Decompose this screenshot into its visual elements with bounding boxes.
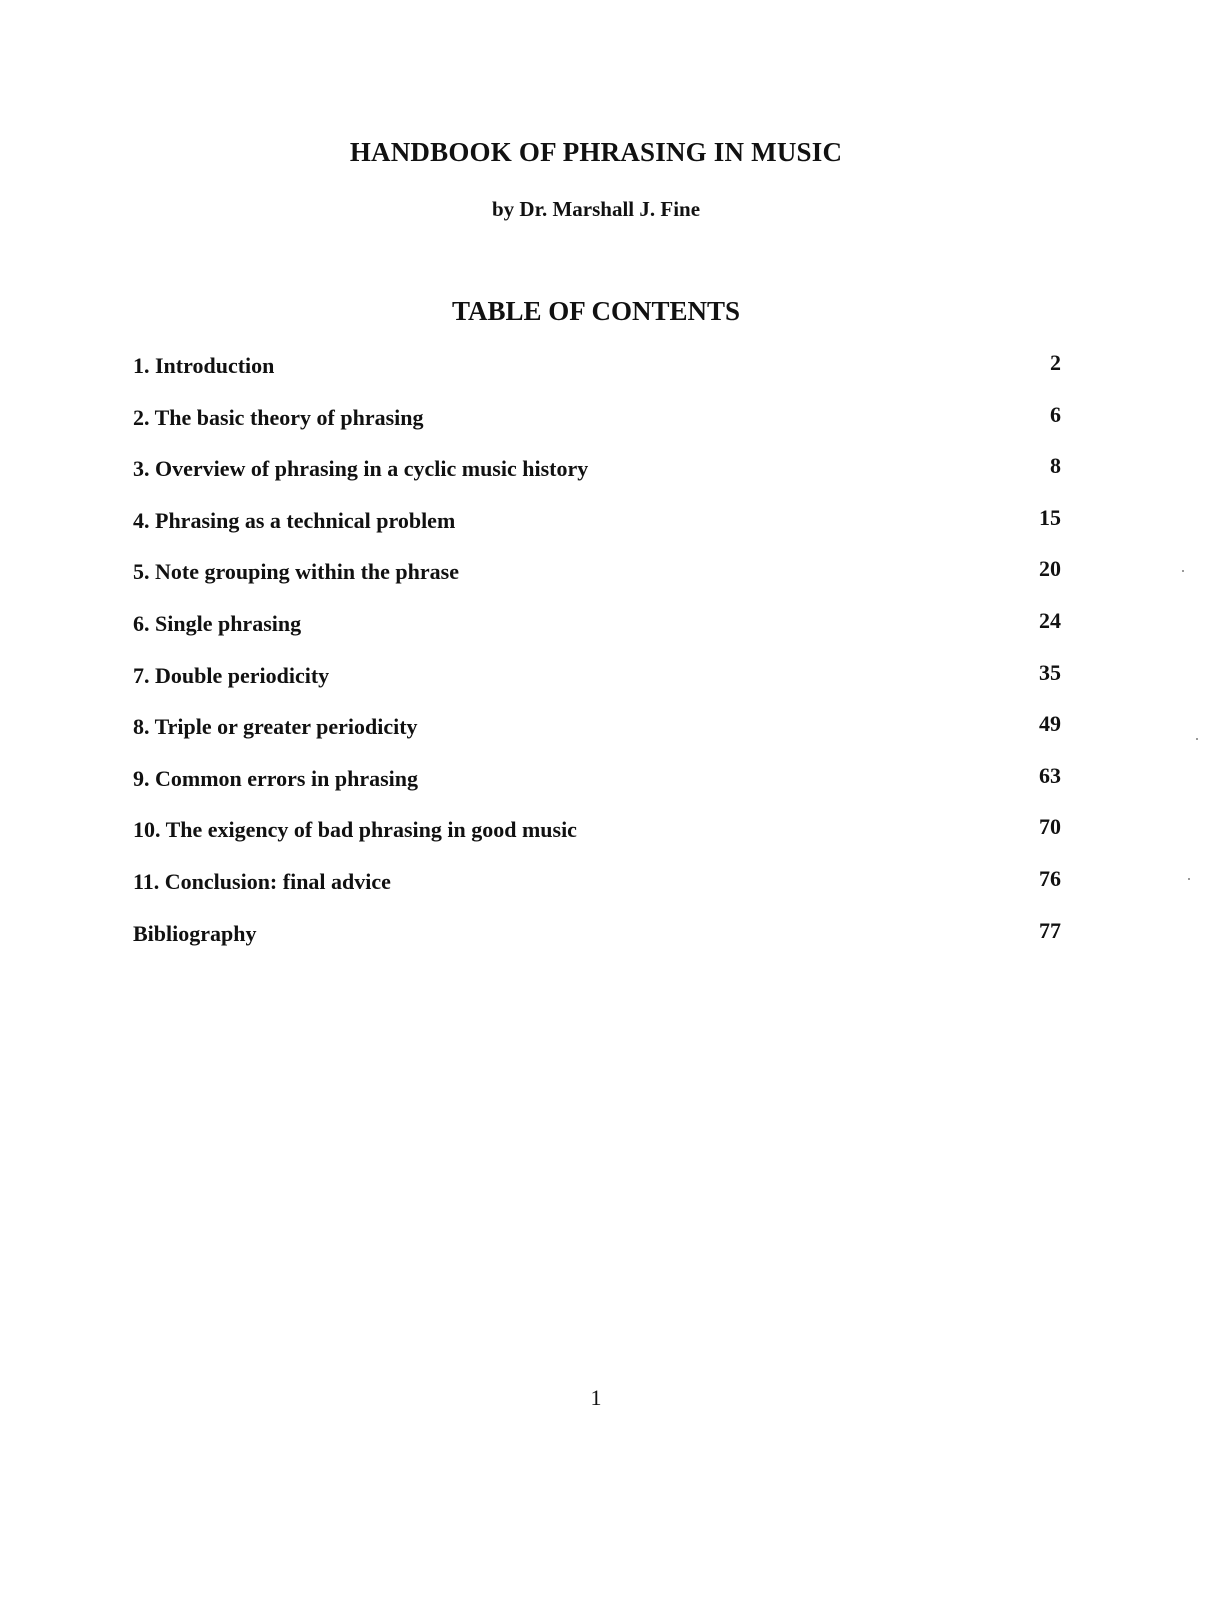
toc-entry-label: 1. Introduction [133,353,275,378]
toc-entry-bibliography [133,919,1063,971]
toc-entry-label: 9. Common errors in phrasing [133,765,418,791]
toc-entry-page: 15 [1039,504,1061,530]
toc-entry-page: 20 [1039,556,1061,582]
toc-entry-page: 77 [1039,917,1061,943]
toc-entry-page: 24 [1039,607,1061,633]
toc-entry-exigency [133,815,1063,867]
scan-speck [1182,570,1184,572]
toc-entry-page: 49 [1039,711,1061,737]
toc-entry-label: 3. Overview of phrasing in a cyclic music history [133,456,589,482]
page-number: 1 [590,1385,602,1410]
toc-entry-label: 8. Triple or greater periodicity [133,714,418,740]
toc-entry-label: 7. Double periodicity [133,662,330,688]
toc-entry-single-phrasing [133,609,1063,661]
toc-entry-overview [133,454,1063,506]
toc-entry-common-errors [133,764,1063,816]
toc-entry-label: 4. Phrasing as a technical problem [133,507,456,533]
toc-entry-page: 63 [1039,762,1061,788]
toc-entry-page: 2 [1050,350,1061,375]
toc-entry-label: 10. The exigency of bad phrasing in good music [133,817,577,843]
toc-entry-page: 6 [1050,401,1061,427]
toc-entry-technical-problem [133,506,1063,558]
toc-entry-label: Bibliography [133,920,257,946]
toc-entry-page: 8 [1050,453,1061,479]
toc-heading: TABLE OF CONTENTS [451,296,741,326]
toc-entry-double-periodicity [133,661,1063,713]
toc-entry-introduction [133,351,1063,403]
toc-entry-note-grouping [133,557,1063,609]
scan-speck [1196,738,1198,740]
toc-entry-label: 5. Note grouping within the phrase [133,559,459,585]
toc-entry-basic-theory [133,403,1063,455]
toc-entry-label: 2. The basic theory of phrasing [133,404,424,430]
toc-entry-triple-periodicity [133,712,1063,764]
author-line: by Dr. Marshall J. Fine [491,197,701,221]
toc-entry-page: 76 [1039,865,1061,891]
toc-entry-label: 6. Single phrasing [133,610,302,636]
document-title: HANDBOOK OF PHRASING IN MUSIC [349,137,843,167]
toc-entry-page: 35 [1039,659,1061,685]
toc-entry-conclusion [133,867,1063,919]
table-of-contents [133,351,1063,970]
toc-entry-page: 70 [1039,814,1061,840]
toc-entry-label: 11. Conclusion: final advice [133,868,391,894]
scan-speck [1188,878,1190,880]
